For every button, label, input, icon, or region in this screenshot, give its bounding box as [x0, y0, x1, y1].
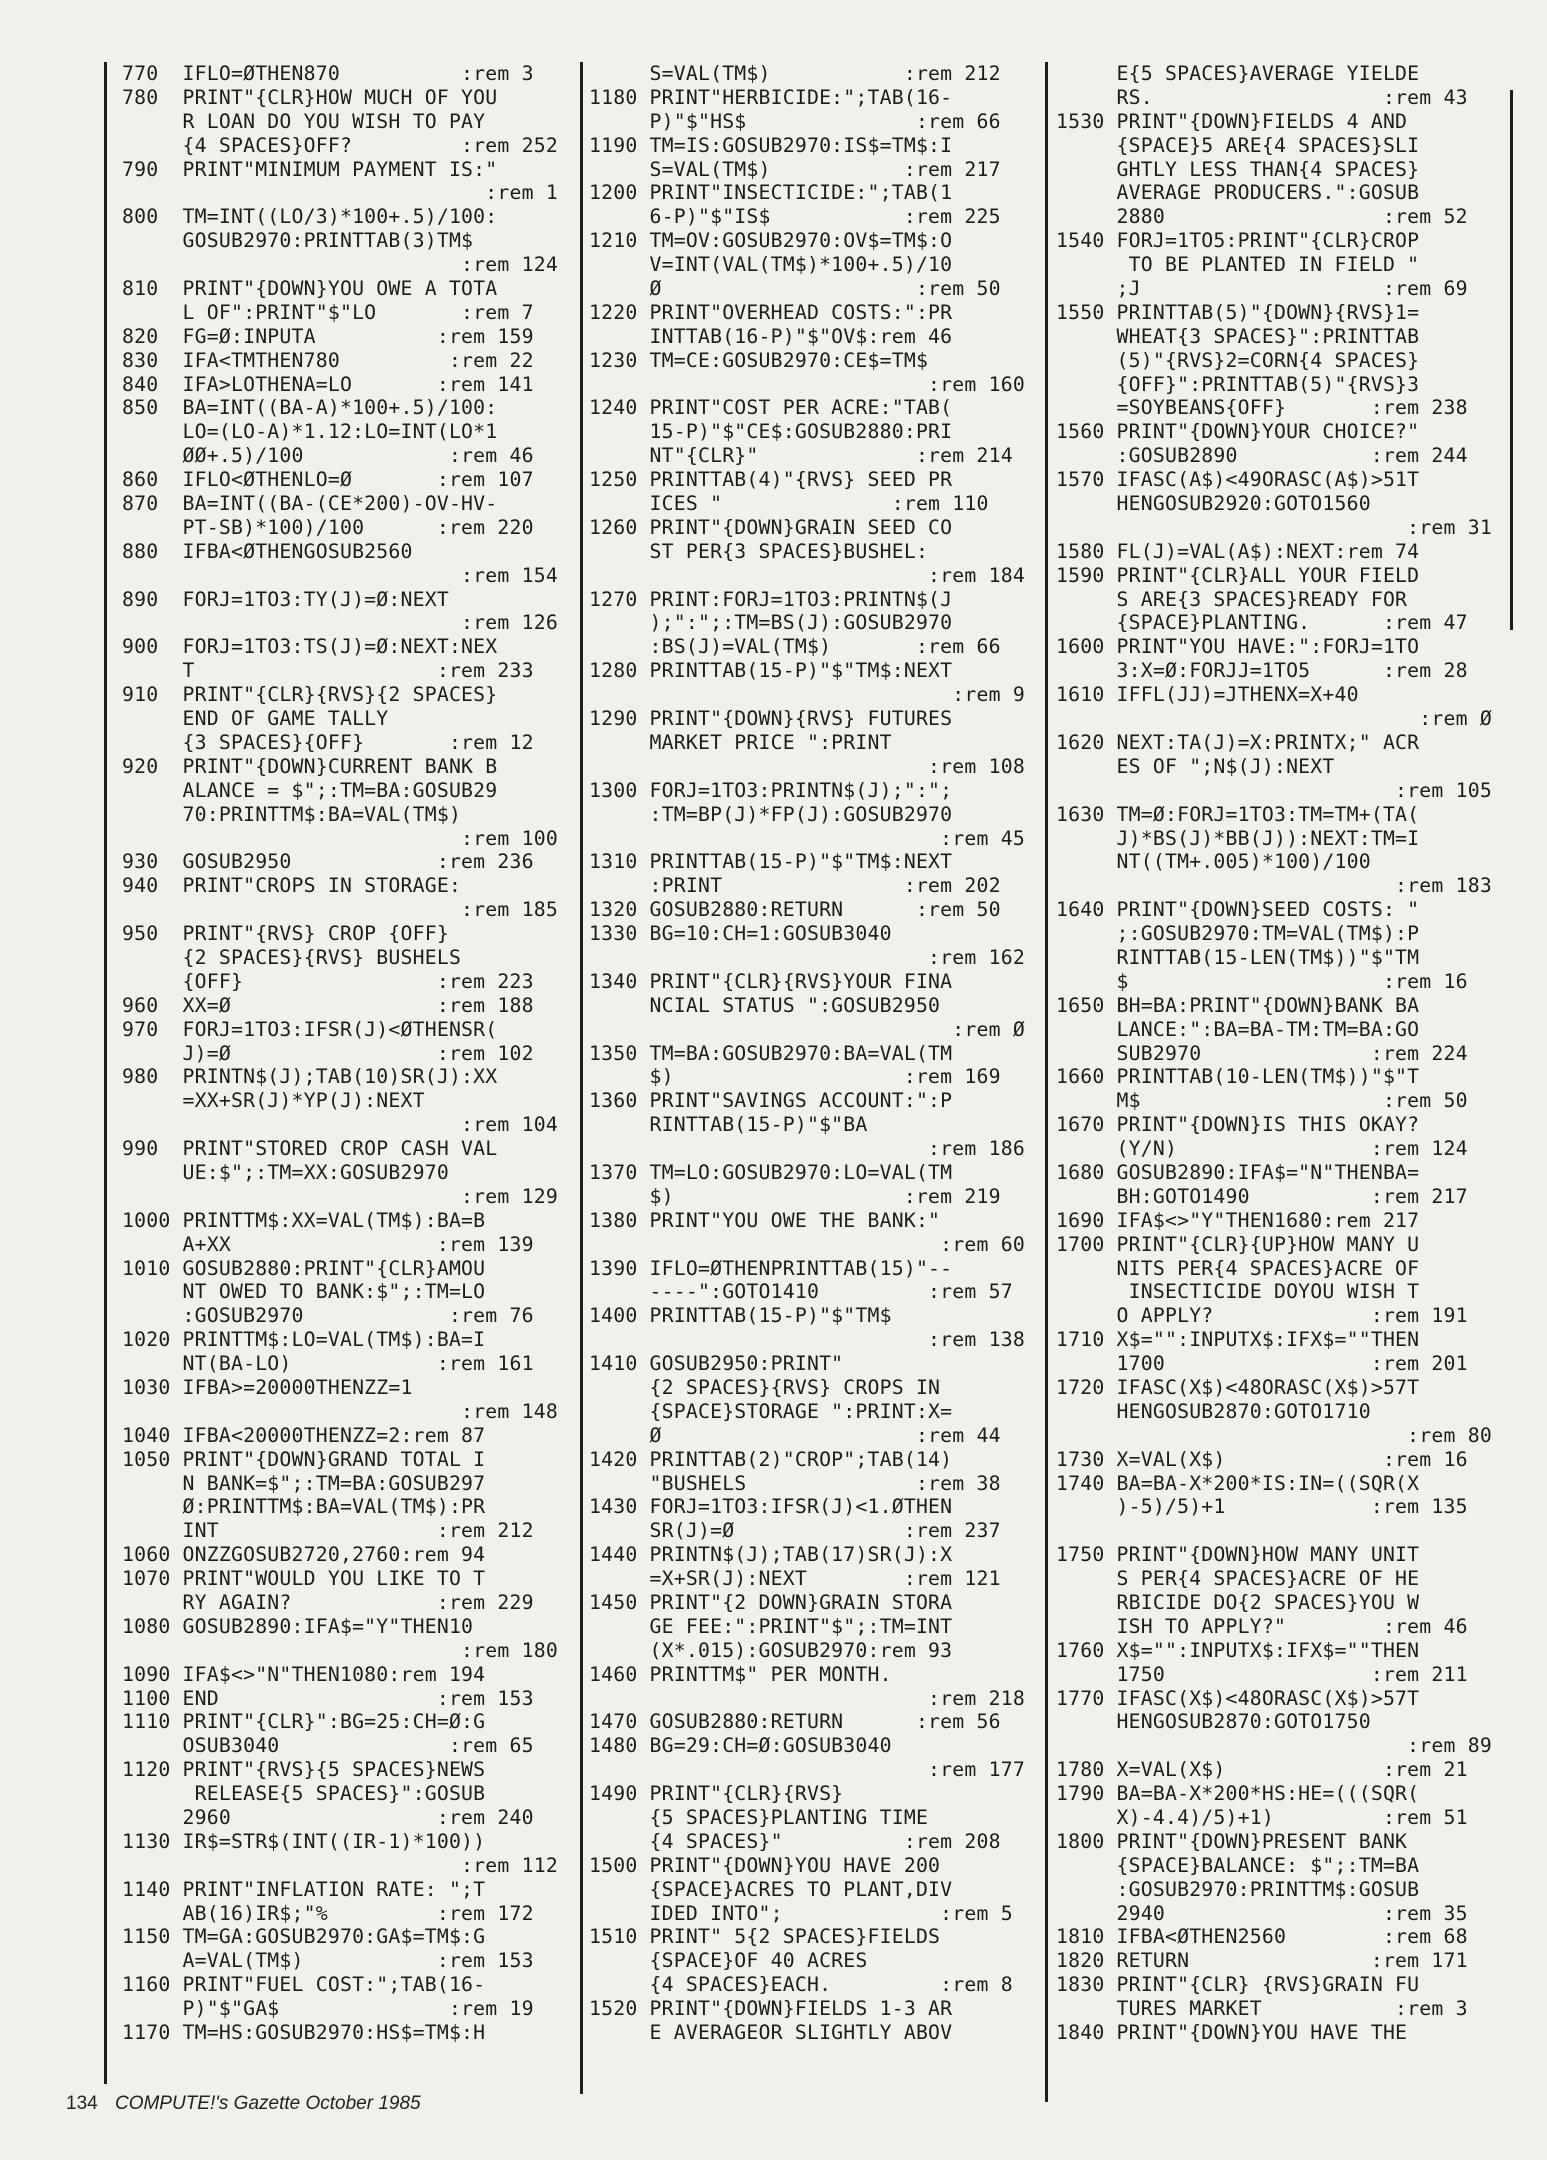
listing-line: 1560 PRINT"{DOWN}YOUR CHOICE?"	[1056, 420, 1420, 444]
listing-line: :rem 186	[589, 1137, 1025, 1161]
listing-line: {SPACE}5 ARE{4 SPACES}SLI	[1056, 133, 1420, 157]
listing-line: 1840 PRINT"{DOWN}YOU HAVE THE	[1056, 2021, 1408, 2045]
listing-line: 1600 PRINT"YOU HAVE:":FORJ=1TO	[1056, 635, 1420, 659]
listing-line: S ARE{3 SPACES}READY FOR	[1056, 587, 1408, 611]
listing-line: :rem 160	[589, 372, 1025, 396]
listing-column-1	[122, 62, 584, 2045]
listing-line: :rem 80	[1056, 1423, 1492, 1447]
listing-line: );":";:TM=BS(J):GOSUB2970	[589, 611, 953, 635]
listing-line: :rem 1	[122, 181, 558, 205]
listing-line: 3:X=Ø:FORJJ=1TO5 :rem 28	[1056, 659, 1468, 683]
listing-line: 1090 IFA$<>"N"THEN1080:rem 194	[122, 1662, 486, 1686]
listing-line: 1140 PRINT"INFLATION RATE: ";T	[122, 1877, 486, 1901]
listing-line: :rem 105	[1056, 778, 1492, 802]
listing-line: =XX+SR(J)*YP(J):NEXT	[122, 1089, 425, 1113]
listing-line: 1170 TM=HS:GOSUB2970:HS$=TM$:H	[122, 2021, 486, 2045]
listing-line: X)-4.4)/5)+1) :rem 51	[1056, 1806, 1468, 1830]
listing-line: 1120 PRINT"{RVS}{5 SPACES}NEWS	[122, 1758, 486, 1782]
listing-line: 1720 IFASC(X$)<48ORASC(X$)>57T	[1056, 1375, 1420, 1399]
listing-line: RINTTAB(15-LEN(TM$))"$"TM	[1056, 945, 1420, 969]
listing-line: :rem 104	[122, 1113, 558, 1137]
listing-line: RS. :rem 43	[1056, 85, 1468, 109]
listing-line: 1310 PRINTTAB(15-P)"$"TM$:NEXT	[589, 850, 953, 874]
listing-line: 1250 PRINTTAB(4)"{RVS} SEED PR	[589, 468, 953, 492]
listing-line: 1490 PRINT"{CLR}{RVS}	[589, 1782, 844, 1806]
listing-line: GOSUB2970:PRINTTAB(3)TM$	[122, 229, 474, 253]
listing-line: 1770 IFASC(X$)<48ORASC(X$)>57T	[1056, 1686, 1420, 1710]
listing-line: MARKET PRICE ":PRINT	[589, 730, 892, 754]
listing-line: NT"{CLR}" :rem 214	[589, 444, 1013, 468]
listing-line: 830 IFA<TMTHEN780 :rem 22	[122, 348, 534, 372]
listing-line: 1270 PRINT:FORJ=1TO3:PRINTN$(J	[589, 587, 953, 611]
listing-line: HENGOSUB2870:GOTO1710	[1056, 1399, 1371, 1423]
listing-line: :rem 108	[589, 754, 1025, 778]
listing-line: {5 SPACES}PLANTING TIME	[589, 1806, 929, 1830]
listing-line: :rem 162	[589, 945, 1025, 969]
listing-line	[1056, 1519, 1518, 1543]
listing-line: 1080 GOSUB2890:IFA$="Y"THEN10	[122, 1614, 474, 1638]
listing-line: 1670 PRINT"{DOWN}IS THIS OKAY?	[1056, 1113, 1420, 1137]
listing-line: :rem 184	[589, 563, 1025, 587]
listing-line: 1220 PRINT"OVERHEAD COSTS:":PR	[589, 300, 953, 324]
listing-line: 1470 GOSUB2880:RETURN :rem 56	[589, 1710, 1001, 1734]
listing-line: S PER{4 SPACES}ACRE OF HE	[1056, 1567, 1420, 1591]
listing-line: 860 IFLO<ØTHENLO=Ø :rem 107	[122, 468, 534, 492]
listing-line: 920 PRINT"{DOWN}CURRENT BANK B	[122, 754, 498, 778]
listing-line: TO BE PLANTED IN FIELD "	[1056, 253, 1420, 277]
listing-line: INT :rem 212	[122, 1519, 534, 1543]
listing-line: 1330 BG=10:CH=1:GOSUB3040	[589, 922, 892, 946]
listing-line: OSUB3040 :rem 65	[122, 1734, 534, 1758]
listing-line: RBICIDE DO{2 SPACES}YOU W	[1056, 1591, 1420, 1614]
listing-line: 1360 PRINT"SAVINGS ACCOUNT:":P	[589, 1089, 953, 1113]
listing-line: 1530 PRINT"{DOWN}FIELDS 4 AND	[1056, 109, 1408, 133]
listing-line: 1620 NEXT:TA(J)=X:PRINTX;" ACR	[1056, 730, 1420, 754]
listing-line: ICES " :rem 110	[589, 492, 989, 516]
listing-line: 1520 PRINT"{DOWN}FIELDS 1-3 AR	[589, 1997, 953, 2021]
listing-line: :rem 100	[122, 826, 558, 850]
listing-line: 1550 PRINTTAB(5)"{DOWN}{RVS}1=	[1056, 300, 1420, 324]
listing-line: INSECTICIDE DOYOU WISH T	[1056, 1280, 1420, 1304]
listing-line: 1210 TM=OV:GOSUB2970:OV$=TM$:O	[589, 229, 953, 253]
listing-line: ST PER{3 SPACES}BUSHEL:	[589, 539, 929, 563]
listing-line: ;J :rem 69	[1056, 277, 1468, 301]
listing-line: )-5)/5)+1 :rem 135	[1056, 1495, 1468, 1519]
listing-line: 1040 IFBA<20000THENZZ=2:rem 87	[122, 1423, 486, 1447]
listing-line: 1440 PRINTN$(J);TAB(17)SR(J):X	[589, 1543, 953, 1567]
listing-line: 1400 PRINTTAB(15-P)"$"TM$	[589, 1304, 892, 1328]
listing-line: 70:PRINTTM$:BA=VAL(TM$)	[122, 802, 462, 826]
listing-line: HENGOSUB2870:GOTO1750	[1056, 1710, 1371, 1734]
listing-line: Ø :rem 50	[589, 277, 1001, 301]
listing-line: (X*.015):GOSUB2970:rem 93	[589, 1638, 953, 1662]
listing-line: E AVERAGEOR SLIGHTLY ABOV	[589, 2021, 953, 2045]
listing-line: :rem 45	[589, 826, 1025, 850]
listing-line: 1160 PRINT"FUEL COST:";TAB(16-	[122, 1973, 486, 1997]
listing-line: $) :rem 169	[589, 1065, 1001, 1089]
listing-line: ISH TO APPLY?" :rem 46	[1056, 1614, 1468, 1638]
listing-line: "BUSHELS :rem 38	[589, 1471, 1001, 1495]
listing-line: GHTLY LESS THAN{4 SPACES}	[1056, 157, 1420, 181]
listing-line: LO=(LO-A)*1.12:LO=INT(LO*1	[122, 420, 498, 444]
listing-line: 780 PRINT"{CLR}HOW MUCH OF YOU	[122, 85, 498, 109]
listing-line: TURES MARKET :rem 3	[1056, 1997, 1468, 2021]
listing-line: :GOSUB2890 :rem 244	[1056, 444, 1468, 468]
listing-line: J)*BS(J)*BB(J)):NEXT:TM=I	[1056, 826, 1420, 850]
listing-line: E{5 SPACES}AVERAGE YIELDE	[1056, 62, 1420, 85]
listing-line: {2 SPACES}{RVS} CROPS IN	[589, 1375, 941, 1399]
listing-line: 1150 TM=GA:GOSUB2970:GA$=TM$:G	[122, 1925, 486, 1949]
listing-line: 1290 PRINT"{DOWN}{RVS} FUTURES	[589, 707, 953, 731]
listing-line: 770 IFLO=ØTHEN870 :rem 3	[122, 62, 534, 85]
listing-line: 930 GOSUB2950 :rem 236	[122, 850, 534, 874]
listing-line: S=VAL(TM$) :rem 212	[589, 62, 1001, 85]
listing-line: :GOSUB2970:PRINTTM$:GOSUB	[1056, 1877, 1420, 1901]
listing-line: 820 FG=Ø:INPUTA :rem 159	[122, 324, 534, 348]
listing-line: RY AGAIN? :rem 229	[122, 1591, 534, 1614]
listing-line: 1700 :rem 201	[1056, 1352, 1468, 1376]
listing-line: =SOYBEANS{OFF} :rem 238	[1056, 396, 1468, 420]
listing-line: WHEAT{3 SPACES}":PRINTTAB	[1056, 324, 1420, 348]
listing-line: 940 PRINT"CROPS IN STORAGE:	[122, 874, 462, 898]
listing-line: :GOSUB2970 :rem 76	[122, 1304, 534, 1328]
listing-line: L OF":PRINT"$"LO :rem 7	[122, 300, 534, 324]
listing-line: 1570 IFASC(A$)<49ORASC(A$)>51T	[1056, 468, 1420, 492]
listing-line: 850 BA=INT((BA-A)*100+.5)/100:	[122, 396, 498, 420]
listing-line: :rem 9	[589, 683, 1025, 707]
listing-line: 15-P)"$"CE$:GOSUB2880:PRI	[589, 420, 953, 444]
listing-line: 1640 PRINT"{DOWN}SEED COSTS: "	[1056, 898, 1420, 922]
listing-line: 1660 PRINTTAB(10-LEN(TM$))"$"T	[1056, 1065, 1420, 1089]
listing-line: 1500 PRINT"{DOWN}YOU HAVE 200	[589, 1853, 941, 1877]
listing-line: :rem Ø	[1056, 707, 1492, 731]
listing-line: 1810 IFBA<ØTHEN2560 :rem 68	[1056, 1925, 1468, 1949]
listing-line: 1280 PRINTTAB(15-P)"$"TM$:NEXT	[589, 659, 953, 683]
listing-line: ----":GOTO1410 :rem 57	[589, 1280, 1013, 1304]
listing-line: :rem 185	[122, 898, 558, 922]
listing-line: N BANK=$";:TM=BA:GOSUB297	[122, 1471, 486, 1495]
listing-line: (Y/N) :rem 124	[1056, 1137, 1468, 1161]
listing-line: :rem 180	[122, 1638, 558, 1662]
listing-line: 810 PRINT"{DOWN}YOU OWE A TOTA	[122, 277, 498, 301]
listing-line: AB(16)IR$;"% :rem 172	[122, 1901, 534, 1925]
listing-line: :rem 218	[589, 1686, 1025, 1710]
listing-line: :PRINT :rem 202	[589, 874, 1001, 898]
listing-line: Ø :rem 44	[589, 1423, 1001, 1447]
listing-line: 1000 PRINTTM$:XX=VAL(TM$):BA=B	[122, 1208, 486, 1232]
listing-line: 1200 PRINT"INSECTICIDE:";TAB(1	[589, 181, 953, 205]
listing-line: 1050 PRINT"{DOWN}GRAND TOTAL I	[122, 1447, 486, 1471]
listing-line: :rem 183	[1056, 874, 1492, 898]
listing-line: 1100 END :rem 153	[122, 1686, 534, 1710]
listing-line: {SPACE}STORAGE ":PRINT:X=	[589, 1399, 953, 1423]
listing-line: 1380 PRINT"YOU OWE THE BANK:"	[589, 1208, 941, 1232]
listing-line: 1190 TM=IS:GOSUB2970:IS$=TM$:I	[589, 133, 953, 157]
listing-line: 1460 PRINTTM$" PER MONTH.	[589, 1662, 892, 1686]
listing-line: SUB2970 :rem 224	[1056, 1041, 1468, 1065]
listing-line: LANCE:":BA=BA-TM:TM=BA:GO	[1056, 1017, 1420, 1041]
listing-line: P)"$"GA$ :rem 19	[122, 1997, 534, 2021]
listing-line: :rem 112	[122, 1853, 558, 1877]
listing-line: 1320 GOSUB2880:RETURN :rem 50	[589, 898, 1001, 922]
listing-line: Ø:PRINTTM$:BA=VAL(TM$):PR	[122, 1495, 486, 1519]
listing-line: 6-P)"$"IS$ :rem 225	[589, 205, 1001, 229]
listing-line: SR(J)=Ø :rem 237	[589, 1519, 1001, 1543]
listing-line: 1340 PRINT"{CLR}{RVS}YOUR FINA	[589, 969, 953, 993]
listing-line: V=INT(VAL(TM$)*100+.5)/10	[589, 253, 953, 277]
listing-line: 790 PRINT"MINIMUM PAYMENT IS:"	[122, 157, 498, 181]
listing-line: 870 BA=INT((BA-(CE*200)-OV-HV-	[122, 492, 498, 516]
listing-line: 1610 IFFL(JJ)=JTHENX=X+40	[1056, 683, 1359, 707]
listing-line: 1410 GOSUB2950:PRINT"	[589, 1352, 844, 1376]
listing-line: 2880 :rem 52	[1056, 205, 1468, 229]
listing-line: P)"$"HS$ :rem 66	[589, 109, 1001, 133]
listing-line: 1260 PRINT"{DOWN}GRAIN SEED CO	[589, 515, 953, 539]
listing-line: T :rem 233	[122, 659, 534, 683]
listing-line: {SPACE}BALANCE: $";:TM=BA	[1056, 1853, 1420, 1877]
listing-line: 1830 PRINT"{CLR} {RVS}GRAIN FU	[1056, 1973, 1420, 1997]
listing-line: 1750 :rem 211	[1056, 1662, 1468, 1686]
listing-line: 1690 IFA$<>"Y"THEN1680:rem 217	[1056, 1208, 1420, 1232]
listing-line: 1450 PRINT"{2 DOWN}GRAIN STORA	[589, 1591, 953, 1614]
listing-line: NT((TM+.005)*100)/100	[1056, 850, 1371, 874]
listing-line: {SPACE}PLANTING. :rem 47	[1056, 611, 1468, 635]
listing-line: AVERAGE PRODUCERS.":GOSUB	[1056, 181, 1420, 205]
listing-line: 880 IFBA<ØTHENGOSUB2560	[122, 539, 413, 563]
listing-line: 1420 PRINTTAB(2)"CROP";TAB(14)	[589, 1447, 953, 1471]
listing-line: (5)"{RVS}2=CORN{4 SPACES}	[1056, 348, 1420, 372]
listing-line: 1590 PRINT"{CLR}ALL YOUR FIELD	[1056, 563, 1420, 587]
listing-line: NITS PER{4 SPACES}ACRE OF	[1056, 1256, 1420, 1280]
listing-line: 1580 FL(J)=VAL(A$):NEXT:rem 74	[1056, 539, 1420, 563]
listing-line: 1060 ONZZGOSUB2720,2760:rem 94	[122, 1543, 486, 1567]
listing-line: UE:$";:TM=XX:GOSUB2970	[122, 1160, 449, 1184]
listing-line: $ :rem 16	[1056, 969, 1468, 993]
listing-line: IDED INTO"; :rem 5	[589, 1901, 1013, 1925]
listing-line: J)=Ø :rem 102	[122, 1041, 534, 1065]
listing-line: 2940 :rem 35	[1056, 1901, 1468, 1925]
listing-line: NCIAL STATUS ":GOSUB2950	[589, 993, 941, 1017]
listing-line: 1750 PRINT"{DOWN}HOW MANY UNIT	[1056, 1543, 1420, 1567]
listing-line: 910 PRINT"{CLR}{RVS}{2 SPACES}	[122, 683, 498, 707]
listing-line: :rem 124	[122, 253, 558, 277]
listing-line: 800 TM=INT((LO/3)*100+.5)/100:	[122, 205, 498, 229]
listing-line: 1350 TM=BA:GOSUB2970:BA=VAL(TM	[589, 1041, 953, 1065]
listing-line: 1630 TM=Ø:FORJ=1TO3:TM=TM+(TA(	[1056, 802, 1420, 826]
listing-line: 1180 PRINT"HERBICIDE:";TAB(16-	[589, 85, 953, 109]
listing-line: RINTTAB(15-P)"$"BA	[589, 1113, 868, 1137]
listing-line: 1030 IFBA>=20000THENZZ=1	[122, 1375, 413, 1399]
listing-line: 900 FORJ=1TO3:TS(J)=Ø:NEXT:NEX	[122, 635, 498, 659]
listing-line: 980 PRINTN$(J);TAB(10)SR(J):XX	[122, 1065, 498, 1089]
listing-line: NT OWED TO BANK:$";:TM=LO	[122, 1280, 486, 1304]
listing-line: RELEASE{5 SPACES}":GOSUB	[122, 1782, 486, 1806]
listing-line: NT(BA-LO) :rem 161	[122, 1352, 534, 1376]
listing-line: 970 FORJ=1TO3:IFSR(J)<ØTHENSR(	[122, 1017, 498, 1041]
listing-line: 1390 IFLO=ØTHENPRINTTAB(15)"--	[589, 1256, 953, 1280]
listing-line: {OFF} :rem 223	[122, 969, 534, 993]
listing-line: GE FEE:":PRINT"$";:TM=INT	[589, 1614, 953, 1638]
listing-line: :rem 129	[122, 1184, 558, 1208]
listing-line: A=VAL(TM$) :rem 153	[122, 1949, 534, 1973]
listing-line: ALANCE = $";:TM=BA:GOSUB29	[122, 778, 498, 802]
listing-line: 1680 GOSUB2890:IFA$="N"THENBA=	[1056, 1160, 1420, 1184]
listing-line: M$ :rem 50	[1056, 1089, 1468, 1113]
listing-line: :rem Ø	[589, 1017, 1025, 1041]
listing-column-2	[589, 62, 1051, 2045]
listing-line: 950 PRINT"{RVS} CROP {OFF}	[122, 922, 449, 946]
listing-line: 840 IFA>LOTHENA=LO :rem 141	[122, 372, 534, 396]
listing-line: 1240 PRINT"COST PER ACRE:"TAB(	[589, 396, 953, 420]
listing-line: {SPACE}ACRES TO PLANT,DIV	[589, 1877, 953, 1901]
listing-line: BH:GOTO1490 :rem 217	[1056, 1184, 1468, 1208]
listing-line: :rem 138	[589, 1328, 1025, 1352]
listing-line: 1790 BA=BA-X*200*HS:HE=(((SQR(	[1056, 1782, 1420, 1806]
listing-line: :rem 148	[122, 1399, 558, 1423]
listing-column-3	[1056, 62, 1518, 2045]
listing-line: 1710 X$="":INPUTX$:IFX$=""THEN	[1056, 1328, 1420, 1352]
listing-line: PT-SB)*100)/100 :rem 220	[122, 515, 534, 539]
listing-line: {SPACE}OF 40 ACRES	[589, 1949, 868, 1973]
listing-line: $) :rem 219	[589, 1184, 1001, 1208]
listing-line: A+XX :rem 139	[122, 1232, 534, 1256]
listing-line: =X+SR(J):NEXT :rem 121	[589, 1567, 1001, 1591]
listing-line: 1070 PRINT"WOULD YOU LIKE TO T	[122, 1567, 486, 1591]
listing-line: {4 SPACES}" :rem 208	[589, 1829, 1001, 1853]
listing-line: 1010 GOSUB2880:PRINT"{CLR}AMOU	[122, 1256, 486, 1280]
listing-line: END OF GAME TALLY	[122, 707, 389, 731]
listing-line: 1370 TM=LO:GOSUB2970:LO=VAL(TM	[589, 1160, 953, 1184]
listing-line: 890 FORJ=1TO3:TY(J)=Ø:NEXT	[122, 587, 449, 611]
listing-line: INTTAB(16-P)"$"OV$:rem 46	[589, 324, 953, 348]
listing-line: 1540 FORJ=1TO5:PRINT"{CLR}CROP	[1056, 229, 1420, 253]
listing-line: 1430 FORJ=1TO3:IFSR(J)<1.ØTHEN	[589, 1495, 953, 1519]
listing-line: :BS(J)=VAL(TM$) :rem 66	[589, 635, 1001, 659]
listing-line: :rem 177	[589, 1758, 1025, 1782]
listing-line: HENGOSUB2920:GOTO1560	[1056, 492, 1371, 516]
listing-line: 2960 :rem 240	[122, 1806, 534, 1830]
listing-line: 1230 TM=CE:GOSUB2970:CE$=TM$	[589, 348, 929, 372]
listing-line: :rem 89	[1056, 1734, 1492, 1758]
listing-line: 1730 X=VAL(X$) :rem 16	[1056, 1447, 1468, 1471]
listing-line: 1650 BH=BA:PRINT"{DOWN}BANK BA	[1056, 993, 1420, 1017]
listing-line: 1760 X$="":INPUTX$:IFX$=""THEN	[1056, 1638, 1420, 1662]
listing-line: 1780 X=VAL(X$) :rem 21	[1056, 1758, 1468, 1782]
listing-line: S=VAL(TM$) :rem 217	[589, 157, 1001, 181]
listing-line: :rem 31	[1056, 515, 1492, 539]
listing-line: ØØ+.5)/100 :rem 46	[122, 444, 534, 468]
listing-line: 1480 BG=29:CH=Ø:GOSUB3040	[589, 1734, 892, 1758]
listing-line: 1300 FORJ=1TO3:PRINTN$(J);":";	[589, 778, 953, 802]
column-rule-left	[104, 62, 107, 2084]
listing-line: 990 PRINT"STORED CROP CASH VAL	[122, 1137, 498, 1161]
listing-line: 1510 PRINT" 5{2 SPACES}FIELDS	[589, 1925, 941, 1949]
listing-line: 1820 RETURN :rem 171	[1056, 1949, 1468, 1973]
listing-line: {2 SPACES}{RVS} BUSHELS	[122, 945, 462, 969]
listing-line: :rem 126	[122, 611, 558, 635]
listing-line: {3 SPACES}{OFF} :rem 12	[122, 730, 534, 754]
listing-line: 1800 PRINT"{DOWN}PRESENT BANK	[1056, 1829, 1408, 1853]
listing-line: {OFF}":PRINTTAB(5)"{RVS}3	[1056, 372, 1420, 396]
listing-line: {4 SPACES}EACH. :rem 8	[589, 1973, 1013, 1997]
listing-line: 960 XX=Ø :rem 188	[122, 993, 534, 1017]
listing-line: 1130 IR$=STR$(INT((IR-1)*100))	[122, 1829, 486, 1853]
listing-line: :rem 154	[122, 563, 558, 587]
listing-line: 1020 PRINTTM$:LO=VAL(TM$):BA=I	[122, 1328, 486, 1352]
listing-line: R LOAN DO YOU WISH TO PAY	[122, 109, 486, 133]
listing-line: :rem 60	[589, 1232, 1025, 1256]
listing-line: 1740 BA=BA-X*200*IS:IN=((SQR(X	[1056, 1471, 1420, 1495]
listing-line: O APPLY? :rem 191	[1056, 1304, 1468, 1328]
listing-line: :TM=BP(J)*FP(J):GOSUB2970	[589, 802, 953, 826]
listing-line: {4 SPACES}OFF? :rem 252	[122, 133, 558, 157]
listing-line: 1700 PRINT"{CLR}{UP}HOW MANY U	[1056, 1232, 1420, 1256]
page-number: 134	[66, 2093, 98, 2114]
listing-line: 1110 PRINT"{CLR}":BG=25:CH=Ø:G	[122, 1710, 486, 1734]
listing-line: ES OF ";N$(J):NEXT	[1056, 754, 1335, 778]
listing-line: ;:GOSUB2970:TM=VAL(TM$):P	[1056, 922, 1420, 946]
publication-line: COMPUTE!'s Gazette October 1985	[114, 2093, 421, 2114]
page-footer	[66, 2093, 421, 2115]
